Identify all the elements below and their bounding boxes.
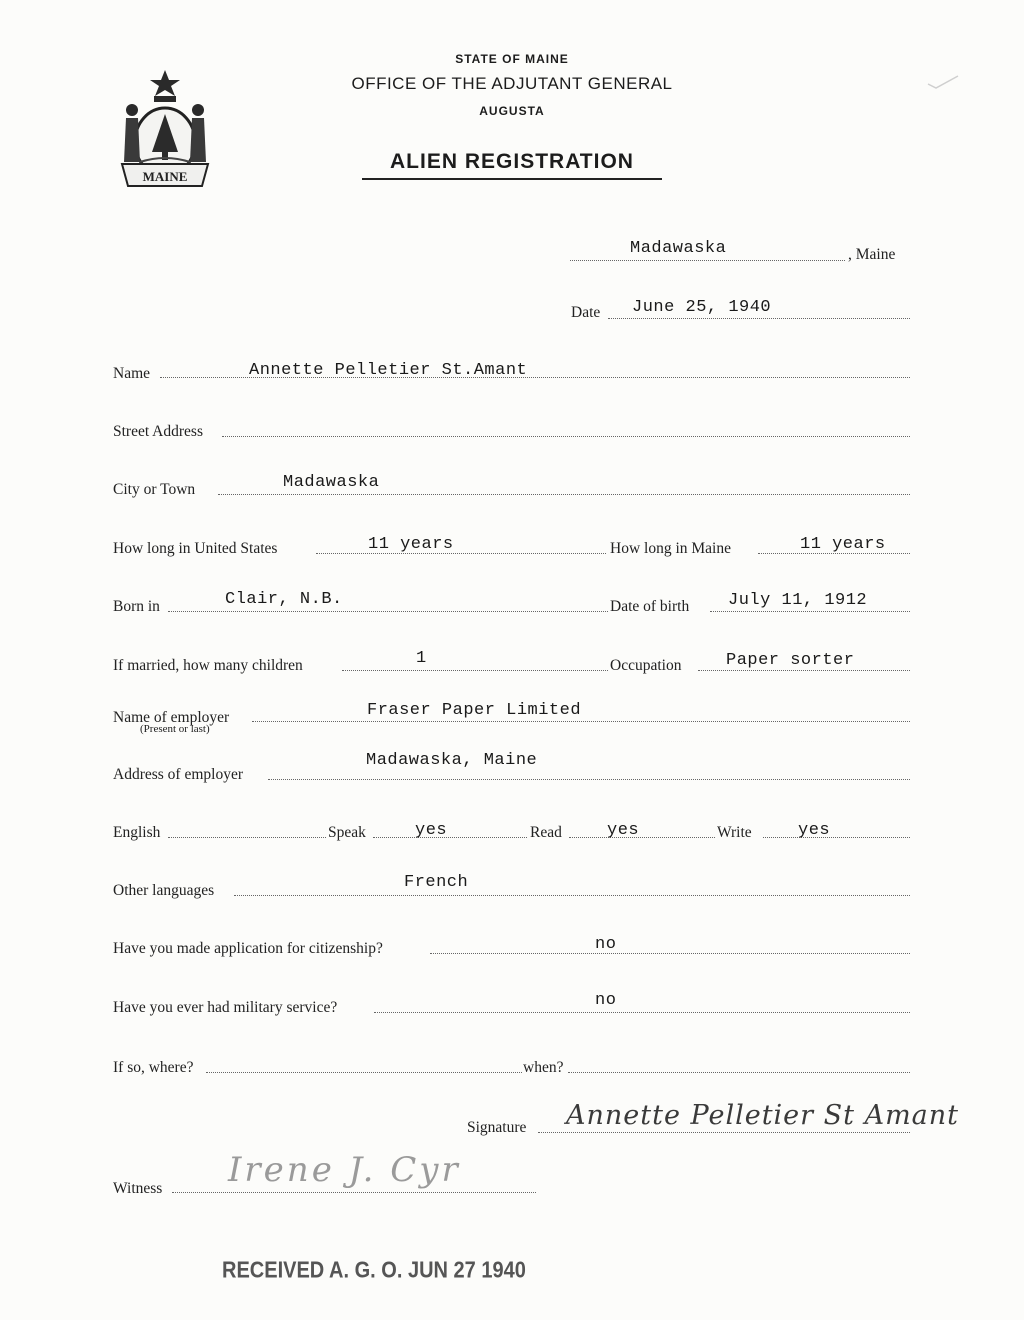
- where-label: If so, where?: [113, 1059, 194, 1076]
- military-value: no: [595, 991, 617, 1010]
- speak-label: Speak: [328, 824, 366, 841]
- header-city: AUGUSTA: [479, 104, 545, 118]
- born-label: Born in: [113, 598, 160, 615]
- received-stamp: RECEIVED A. G. O. JUN 27 1940: [222, 1258, 526, 1284]
- place-suffix: , Maine: [848, 246, 896, 263]
- citizenship-value: no: [595, 935, 617, 954]
- witness-signature: Irene J. Cyr: [228, 1150, 461, 1190]
- employer-sublabel: (Present or last): [140, 723, 210, 735]
- city-value: Madawaska: [283, 473, 380, 492]
- date-value: June 25, 1940: [632, 298, 772, 317]
- when-label: when?: [523, 1059, 564, 1076]
- military-label: Have you ever had military service?: [113, 999, 338, 1016]
- citizenship-label: Have you made application for citizenship?: [113, 940, 383, 957]
- name-label: Name: [113, 365, 151, 382]
- maine-time-value: 11 years: [800, 535, 886, 554]
- signature-label: Signature: [467, 1119, 527, 1136]
- read-value: yes: [607, 821, 640, 840]
- employer-label: Name of employer: [113, 709, 230, 726]
- employer-address-value: Madawaska, Maine: [366, 751, 538, 770]
- occupation-label: Occupation: [610, 657, 682, 674]
- check-mark-icon: [926, 72, 960, 97]
- write-label: Write: [717, 824, 752, 841]
- other-languages-label: Other languages: [113, 882, 215, 899]
- header-state: STATE OF MAINE: [455, 52, 569, 66]
- us-time-label: How long in United States: [113, 540, 278, 557]
- place-value: Madawaska: [630, 239, 727, 258]
- occupation-value: Paper sorter: [726, 651, 855, 670]
- maine-state-seal-icon: [110, 64, 220, 194]
- form-title: ALIEN REGISTRATION: [362, 150, 662, 180]
- us-time-value: 11 years: [368, 535, 454, 554]
- employer-address-label: Address of employer: [113, 766, 243, 783]
- other-languages-value: French: [404, 873, 469, 892]
- english-label: English: [113, 824, 161, 841]
- write-value: yes: [798, 821, 831, 840]
- header-office: OFFICE OF THE ADJUTANT GENERAL: [351, 74, 673, 93]
- witness-label: Witness: [113, 1180, 163, 1197]
- maine-seal: [110, 64, 220, 194]
- dob-label: Date of birth: [610, 598, 690, 615]
- signature-value: Annette Pelletier St Amant: [566, 1100, 960, 1131]
- maine-time-label: How long in Maine: [610, 540, 731, 557]
- svg-text:MAINE: MAINE: [142, 169, 188, 184]
- dob-value: July 11, 1912: [728, 591, 868, 610]
- children-label: If married, how many children: [113, 657, 303, 674]
- date-label: Date: [571, 304, 601, 321]
- employer-value: Fraser Paper Limited: [367, 701, 582, 720]
- born-value: Clair, N.B.: [225, 590, 343, 609]
- read-label: Read: [530, 824, 562, 841]
- name-value: Annette Pelletier St.Amant: [249, 361, 528, 380]
- city-label: City or Town: [113, 481, 196, 498]
- speak-value: yes: [415, 821, 448, 840]
- street-label: Street Address: [113, 423, 203, 440]
- children-value: 1: [416, 649, 427, 668]
